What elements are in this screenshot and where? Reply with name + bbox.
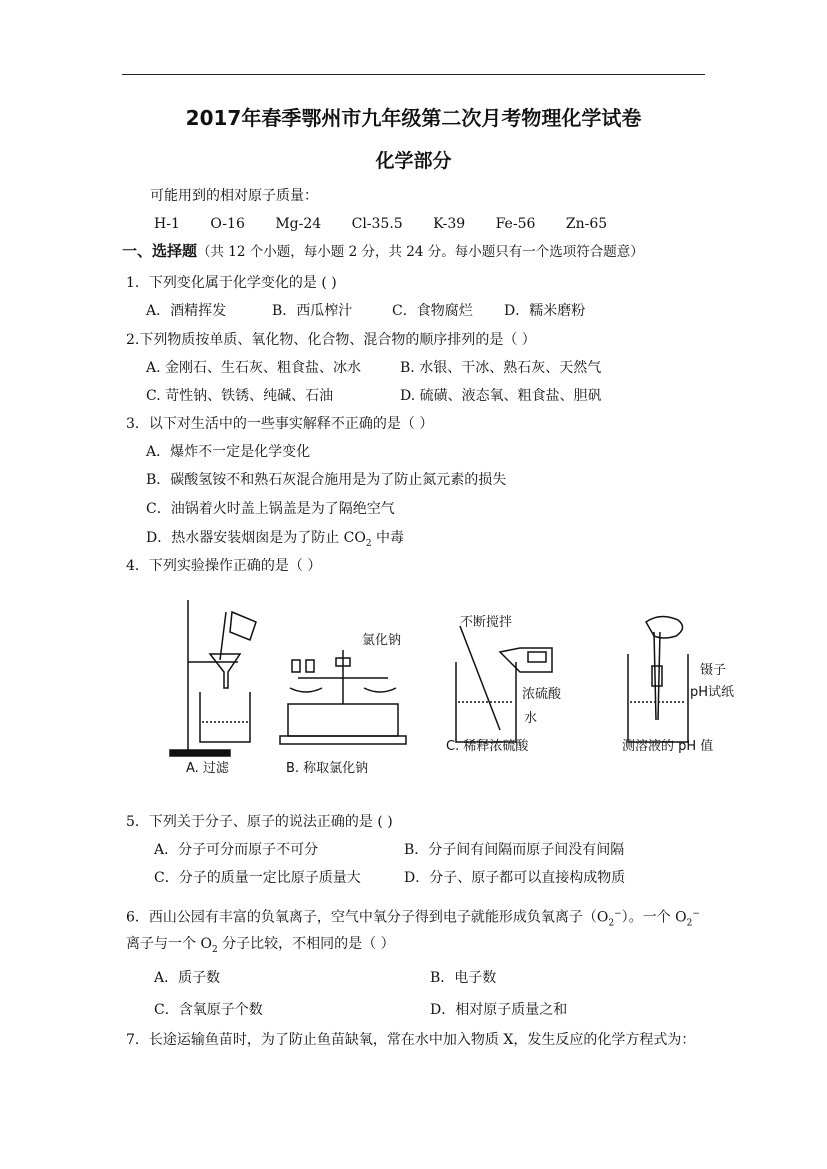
q2-option-b: B. 水银、干冰、熟石灰、天然气 <box>400 360 602 376</box>
label-tweezers: 镊子 <box>700 663 727 678</box>
ph-test-apparatus <box>628 616 688 742</box>
mass-item: Zn-65 <box>565 216 608 232</box>
q2-stem: 2.下列物质按单质、氧化物、化合物、混合物的顺序排列的是（ ） <box>126 332 536 348</box>
q2-option-a: A. 金刚石、生石灰、粗食盐、冰水 <box>146 360 362 376</box>
mass-item: Cl-35.5 <box>351 216 403 232</box>
q6-text-d: 分子比较，不相同的是（ ） <box>217 936 395 952</box>
q6-sup-a: − <box>614 909 622 919</box>
atomic-mass-intro: 可能用到的相对原子质量： <box>150 188 318 204</box>
caption-d: 测溶液的 pH 值 <box>622 739 714 754</box>
q6-text-a: 6．西山公园有丰富的负氧离子，空气中氧分子得到电子就能形成负氧离子（O <box>126 909 609 926</box>
q2-option-d: D. 硫磺、液态氧、粗食盐、胆矾 <box>400 388 602 404</box>
q6-option-a: A．质子数 <box>154 970 221 986</box>
section-heading <box>122 241 644 262</box>
q1-option-b: B．西瓜榨汁 <box>272 303 353 319</box>
mass-item: O-16 <box>210 216 245 232</box>
header-rule <box>122 74 705 75</box>
q6-stem-line2 <box>126 934 395 960</box>
caption-a: A. 过滤 <box>186 761 229 776</box>
q3-option-c: C．油锅着火时盖上锅盖是为了隔绝空气 <box>146 501 395 517</box>
caption-b: B. 称取氯化钠 <box>286 761 369 776</box>
q1-option-c: C．食物腐烂 <box>392 303 473 319</box>
q3-stem: 3．以下对生活中的一些事实解释不正确的是（ ） <box>126 416 434 432</box>
caption-c: C. 稀释浓硫酸 <box>446 739 529 754</box>
q3-d-subscript: 2 <box>365 538 372 549</box>
q3-option-a: A．爆炸不一定是化学变化 <box>146 444 311 460</box>
q6-text-c: 离子与一个 O <box>126 936 212 952</box>
q6-sup-b: − <box>692 909 700 919</box>
q4-figure <box>160 592 740 792</box>
q6-stem-line1 <box>126 904 700 933</box>
label-conc-acid: 浓硫酸 <box>522 687 562 702</box>
filtration-apparatus <box>170 600 256 756</box>
q6-text-b: ）。一个 O <box>621 909 687 926</box>
q1-option-a: A．酒精挥发 <box>146 303 227 319</box>
q3-option-d <box>146 528 404 554</box>
q3-option-b: B．碳酸氢铵不和熟石灰混合施用是为了防止氮元素的损失 <box>146 472 507 488</box>
q6-sub-b: 2 <box>686 918 693 929</box>
exam-title: 2017年春季鄂州市九年级第二次月考物理化学试卷 <box>185 106 642 130</box>
q3-d-tail: 中毒 <box>371 530 405 546</box>
q6-option-d: D．相对原子质量之和 <box>430 1002 568 1018</box>
exam-subtitle: 化学部分 <box>375 150 452 172</box>
q4-stem: 4．下列实验操作正确的是（ ） <box>126 558 322 574</box>
q6-sub-a: 2 <box>608 918 615 929</box>
q6-option-c: C．含氧原子个数 <box>154 1002 263 1018</box>
q5-option-d: D．分子、原子都可以直接构成物质 <box>404 870 626 886</box>
section-note: （共 12 个小题，每小题 2 分，共 24 分。每小题只有一个选项符合题意） <box>197 244 644 260</box>
q2-option-c: C. 苛性钠、铁锈、纯碱、石油 <box>146 388 334 404</box>
label-stir: 不断搅拌 <box>460 615 513 630</box>
q6-option-b: B．电子数 <box>430 970 497 986</box>
q1-stem: 1．下列变化属于化学变化的是 ( ) <box>126 275 337 291</box>
label-ph-paper: pH试纸 <box>690 685 735 700</box>
q5-option-a: A．分子可分而原子不可分 <box>154 842 319 858</box>
q3-d-text: D．热水器安装烟囱是为了防止 CO <box>146 530 366 546</box>
q6-sub-c: 2 <box>211 944 218 955</box>
mass-item: H-1 <box>154 216 180 232</box>
mass-item: Fe-56 <box>495 216 536 232</box>
label-sodium-chloride: 氯化钠 <box>362 633 402 648</box>
mass-item: K-39 <box>433 216 466 232</box>
q5-option-b: B．分子间有间隔而原子间没有间隔 <box>404 842 625 858</box>
q1-option-d: D．糯米磨粉 <box>504 303 586 319</box>
label-water: 水 <box>524 711 538 726</box>
atomic-mass-list <box>154 214 633 234</box>
mass-item: Mg-24 <box>275 216 322 232</box>
q5-option-c: C．分子的质量一定比原子质量大 <box>154 870 361 886</box>
balance-apparatus <box>280 650 406 744</box>
section-title: 一、选择题 <box>122 242 198 260</box>
q7-stem: 7．长途运输鱼苗时，为了防止鱼苗缺氧，常在水中加入物质 X，发生反应的化学方程式为： <box>126 1032 696 1048</box>
q5-stem: 5．下列关于分子、原子的说法正确的是 ( ) <box>126 814 393 830</box>
dilution-apparatus <box>456 626 552 742</box>
